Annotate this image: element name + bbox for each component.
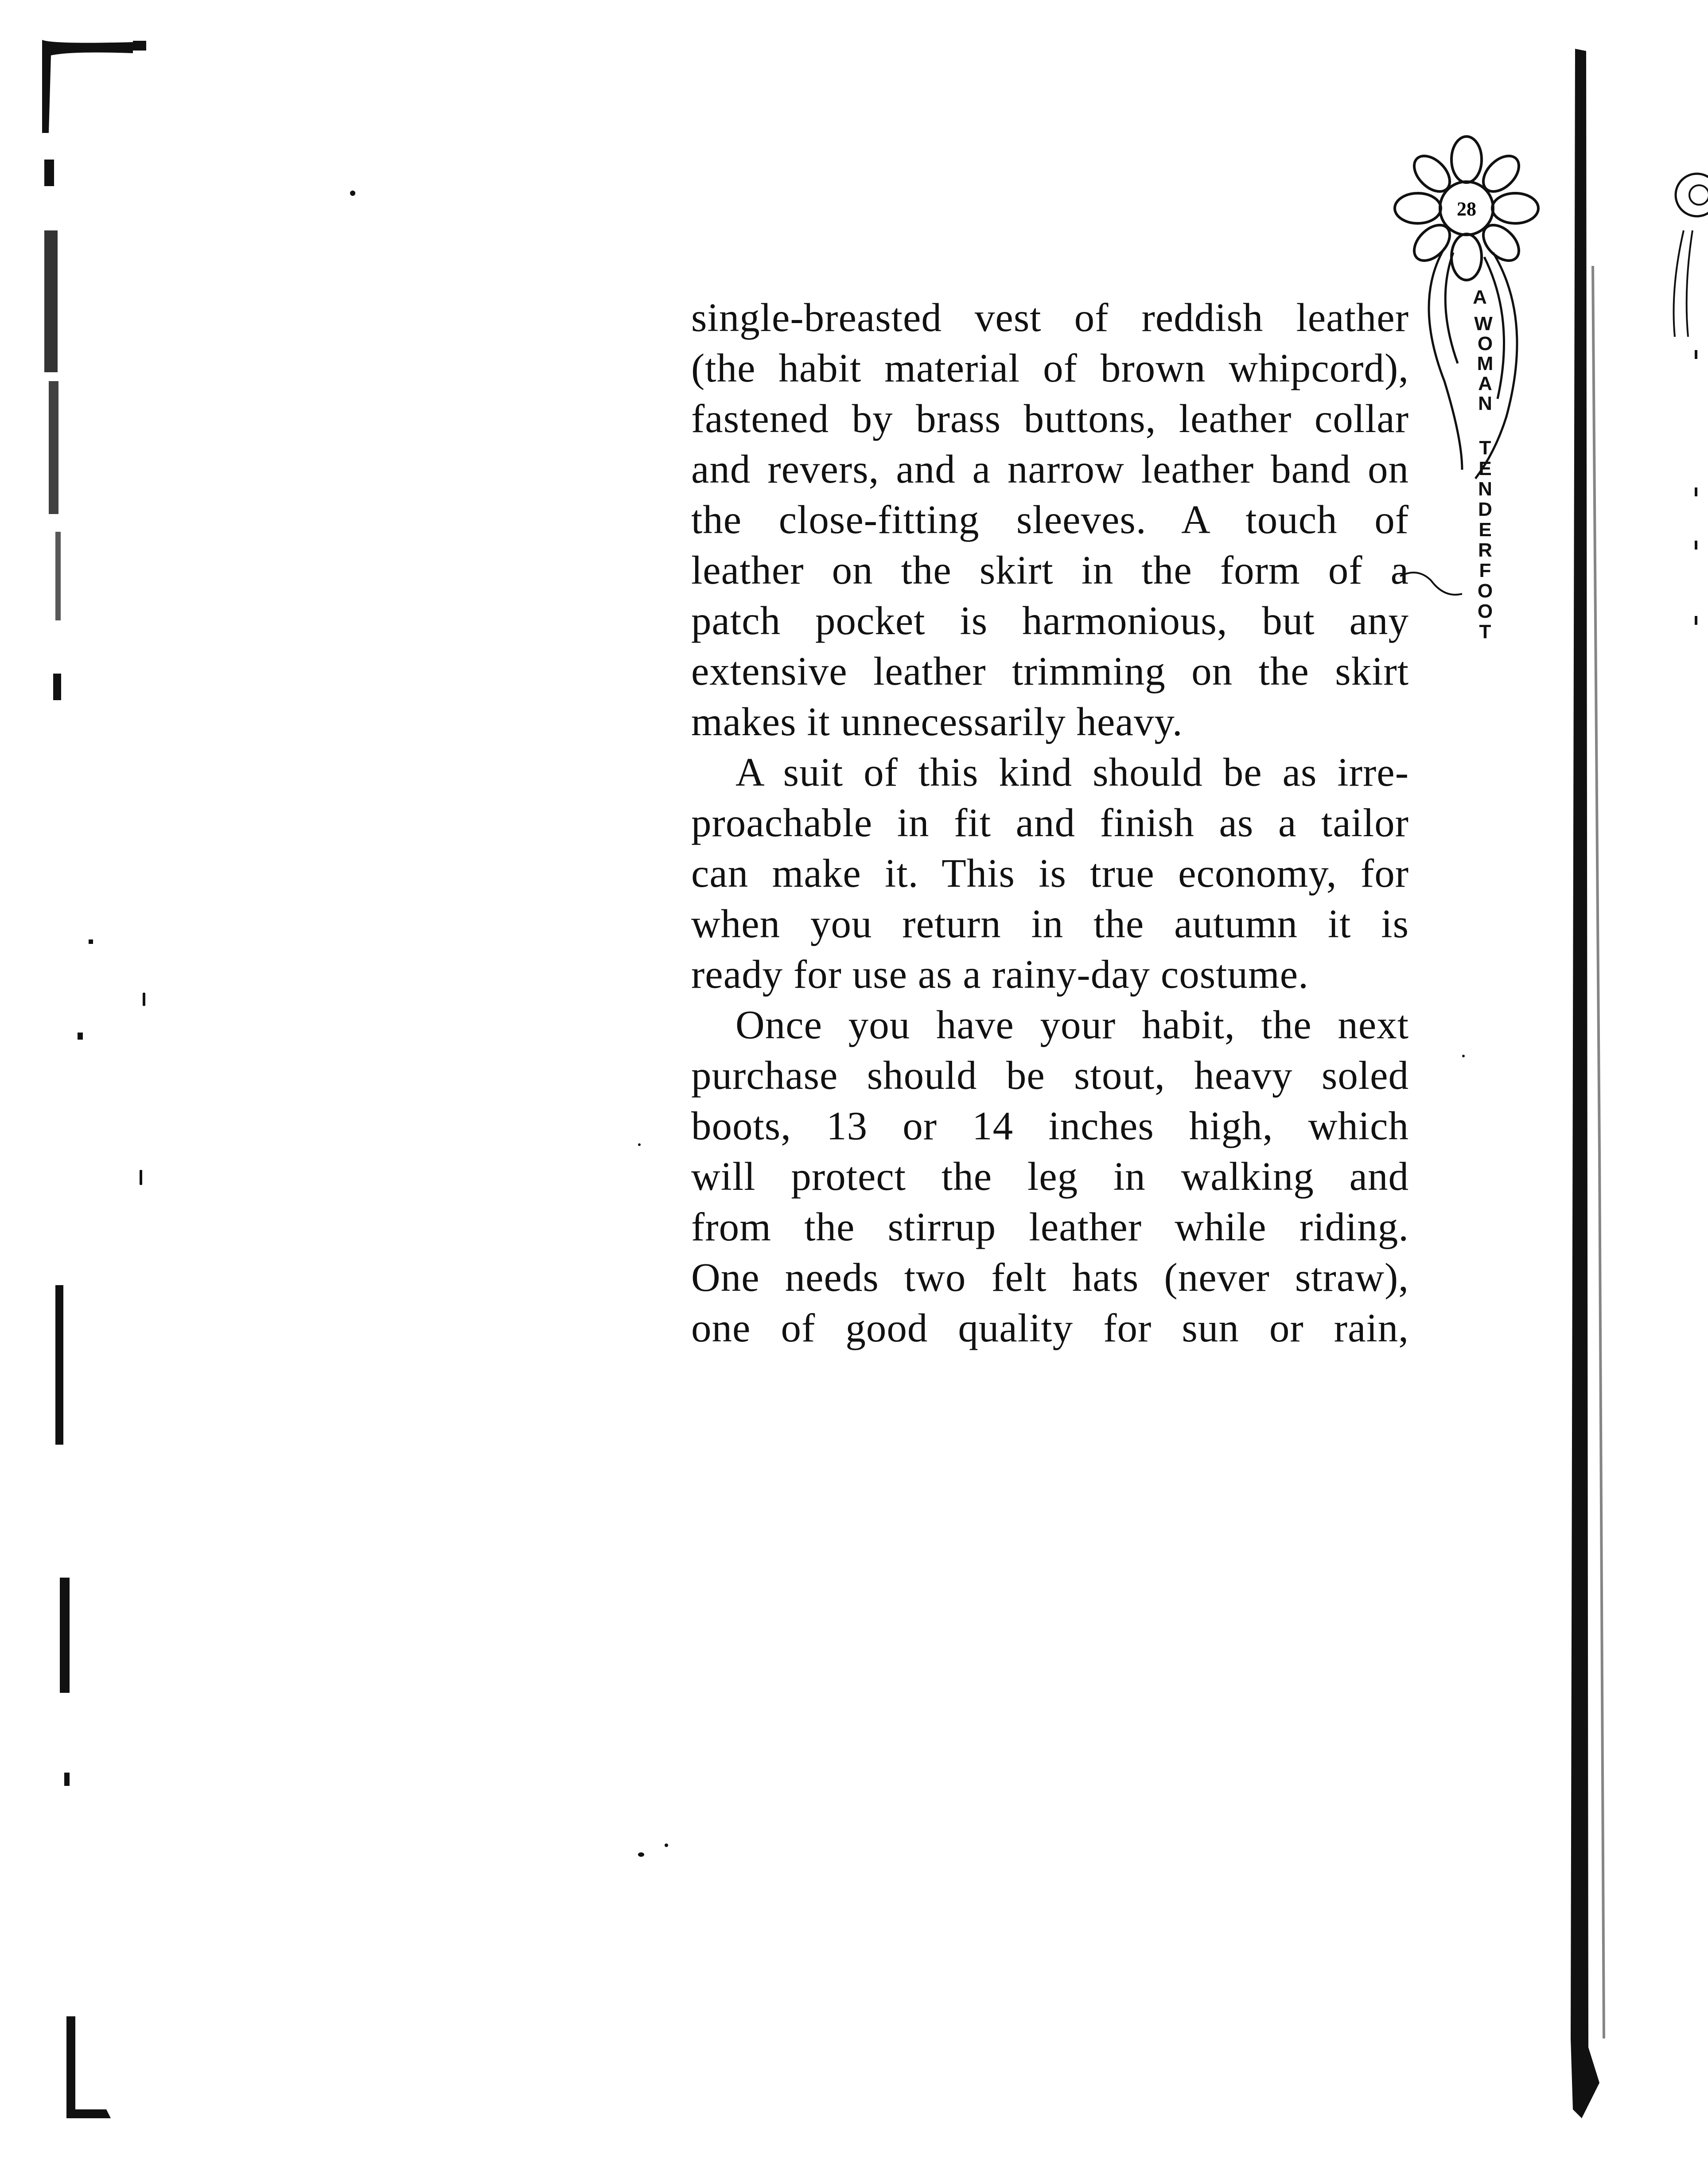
body-text	[691, 292, 1409, 1353]
side-title-letter: R	[1478, 539, 1492, 561]
text-line: fastened by brass buttons, leather collar	[691, 396, 1409, 441]
page-number: 28	[1457, 198, 1476, 220]
side-title-letter: O	[1477, 600, 1493, 622]
text-line: A suit of this kind should be as irre-	[735, 750, 1409, 795]
side-title-letter: D	[1478, 499, 1492, 520]
side-title-letter: O	[1477, 333, 1493, 355]
text-line: and revers, and a narrow leather band on	[691, 447, 1409, 491]
scan-speck	[143, 993, 145, 1006]
text-line: purchase should be stout, heavy soled	[691, 1053, 1409, 1098]
side-title-letter: E	[1478, 458, 1492, 479]
side-title-letter: T	[1479, 437, 1491, 459]
side-title-letter: W	[1474, 313, 1493, 335]
text-line: patch pocket is harmonious, but any	[691, 598, 1409, 643]
side-title-letter: O	[1477, 580, 1493, 602]
side-title-letter: N	[1478, 393, 1492, 414]
text-line: proachable in fit and finish as a tailor	[691, 800, 1409, 845]
flower-ornament	[1387, 133, 1546, 674]
scan-speck	[140, 1170, 142, 1185]
scan-speck	[350, 191, 355, 196]
text-line: can make it. This is true economy, for	[691, 851, 1409, 896]
paragraph-1	[691, 292, 1409, 747]
paragraph-3	[691, 1000, 1409, 1353]
text-line: One needs two felt hats (never straw),	[691, 1255, 1409, 1300]
side-title-letter: A	[1478, 373, 1492, 394]
side-title-letter: M	[1477, 353, 1494, 374]
text-line: makes it unnecessarily heavy.	[691, 699, 1183, 744]
scan-speck	[1462, 1055, 1465, 1057]
text-line: when you return in the autumn it is	[691, 901, 1409, 946]
side-title-letter: T	[1479, 621, 1491, 643]
side-title-letter: E	[1478, 519, 1492, 541]
text-line: (the habit material of brown whipcord),	[691, 346, 1409, 390]
side-title	[1473, 286, 1493, 643]
text-line: extensive leather trimming on the skirt	[691, 649, 1409, 694]
text-line: Once you have your habit, the next	[735, 1002, 1409, 1047]
text-line: single-breasted vest of reddish leather	[691, 295, 1409, 340]
text-line: one of good quality for sun or rain,	[691, 1306, 1409, 1350]
text-line: from the stirrup leather while riding.	[691, 1204, 1409, 1249]
text-line: boots, 13 or 14 inches high, which	[691, 1103, 1409, 1148]
scan-speck	[638, 1852, 644, 1857]
scan-speck	[638, 1143, 641, 1146]
text-line: leather on the skirt in the form of a	[691, 548, 1409, 592]
side-title-letter: A	[1473, 286, 1487, 308]
side-title-letter: N	[1478, 478, 1492, 500]
text-line: will protect the leg in walking and	[691, 1154, 1409, 1199]
left-scan-edge-noise	[0, 0, 146, 2167]
scan-speck	[665, 1844, 668, 1847]
text-line: the close-fitting sleeves. A touch of	[691, 497, 1409, 542]
right-scan-edge-noise	[1537, 0, 1708, 2167]
text-line: ready for use as a rainy-day costume.	[691, 952, 1309, 997]
paragraph-2	[691, 747, 1409, 1000]
side-title-letter: F	[1479, 560, 1491, 581]
